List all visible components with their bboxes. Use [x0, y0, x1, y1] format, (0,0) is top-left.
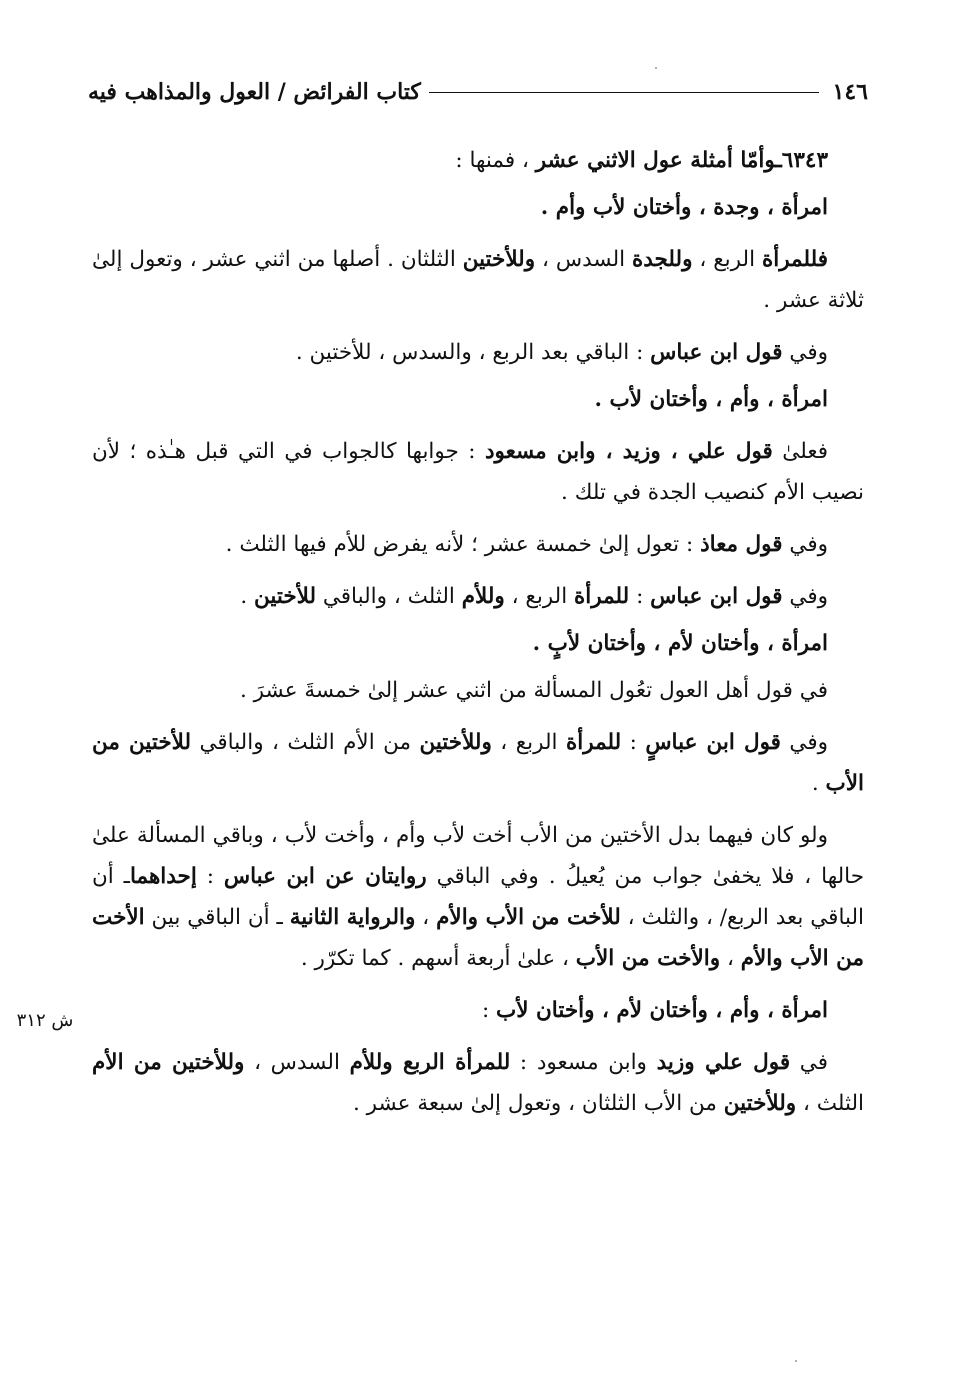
bold-span: وللجدة	[632, 247, 693, 272]
bold-span: وأمّا أمثلة عول الاثني عشر	[535, 148, 776, 173]
header-rule	[429, 92, 819, 93]
paragraph-12	[92, 815, 864, 979]
text-span: من الأم الثلث ، والباقي	[191, 730, 420, 755]
paragraph-6	[92, 431, 864, 513]
text-span: في قول أهل العول تعُول المسألة من اثني عشر إلىٰ خمسةَ عشرَ .	[240, 678, 828, 703]
text-span: ، فمنها :	[455, 148, 536, 173]
bold-span: للمرأة الربع وللأم	[349, 1050, 511, 1075]
text-span: ،	[720, 946, 741, 971]
paragraph-3	[92, 239, 864, 321]
page-header	[88, 72, 868, 112]
text-span: وفي	[782, 584, 828, 609]
text-span: في	[790, 1050, 828, 1075]
text-span: وفي	[780, 730, 828, 755]
text-span: :	[621, 730, 646, 755]
text-span: ولو كان فيهما بدل الأختين من الأب أخت لأب وأم ، وأخت لأب ، وباقي المسألة علىٰ حالها ، فلا يخفىٰ جواب من يُعيلُ . وفي الباقي	[92, 823, 864, 889]
paragraph-13	[92, 990, 864, 1031]
paragraph-2	[92, 187, 864, 228]
text-span: الثلث ، والباقي	[316, 584, 462, 609]
paragraph-4	[92, 332, 864, 373]
body-text	[92, 140, 864, 1135]
bold-span: للأخت من الأب والأم	[436, 905, 621, 930]
text-span: الربع ،	[692, 247, 762, 272]
bold-span: قول معاذ	[700, 532, 783, 557]
text-span: : الباقي بعد الربع ، والسدس ، للأختين .	[295, 340, 651, 365]
bold-span: والأخت من الأب	[575, 946, 721, 971]
bold-span: امرأة ، وجدة ، وأختان لأب وأم .	[540, 195, 828, 220]
text-span: فعلىٰ	[772, 439, 828, 464]
text-span: .	[811, 771, 826, 796]
bold-span: وللأم	[461, 584, 505, 609]
text-span: ،	[415, 905, 437, 930]
text-span: ، علىٰ أربعة أسهم . كما تكرّر .	[300, 946, 576, 971]
text-span: الربع ،	[491, 730, 566, 755]
text-span: :	[629, 584, 651, 609]
text-span: الربع ،	[504, 584, 575, 609]
bold-span: فللمرأة	[761, 247, 828, 272]
text-span: السدس ،	[535, 247, 632, 272]
text-span: الثلثان . أصلها من اثني عشر ، وتعول إلىٰ ثلاثة عشر .	[92, 247, 864, 313]
text-span: ـ أن الباقي بعد الربع/ ، والثلث ،	[92, 864, 865, 930]
entry-number: ٦٣٤٣ـ	[775, 148, 828, 173]
bold-span: والرواية الثانية	[289, 905, 416, 930]
page-number: ١٤٦	[832, 79, 868, 105]
bold-span: للأختين	[254, 584, 317, 609]
text-span: : جوابها كالجواب في التي قبل هـٰذه ؛ لأن نصيب الأم كنصيب الجدة في تلك .	[92, 439, 864, 505]
paragraph-14	[92, 1042, 864, 1124]
margin-note: ش ٣١٢	[16, 1010, 74, 1031]
bold-span: وللأختين	[462, 247, 536, 272]
bold-span: للأختين من الأب	[92, 730, 864, 796]
bold-span: وللأختين من الأم	[92, 1050, 245, 1075]
paragraph-8	[92, 576, 864, 617]
text-span: ـ أن الباقي بين	[144, 905, 290, 930]
paragraph-10	[92, 670, 864, 711]
bold-span: إحداهما	[129, 864, 197, 889]
bold-span: قول علي ، وزيد ، وابن مسعود	[484, 439, 773, 464]
bold-span: للمرأة	[574, 584, 630, 609]
bold-span: امرأة ، وأختان لأم ، وأختان لأبٍ .	[532, 631, 828, 656]
text-span: .	[240, 584, 254, 609]
scan-speck	[655, 67, 657, 69]
text-span: : تعول إلىٰ خمسة عشر ؛ لأنه يفرض للأم فيها الثلث .	[225, 532, 701, 557]
bold-span: قول علي وزيد	[656, 1050, 791, 1075]
bold-span: قول ابن عباس	[650, 340, 783, 365]
text-span: :	[196, 864, 224, 889]
bold-span: امرأة ، وأم ، وأختان لأم ، وأختان لأب	[496, 998, 828, 1023]
bold-span: امرأة ، وأم ، وأختان لأب .	[594, 387, 828, 412]
paragraph-11	[92, 722, 864, 804]
bold-span: روايتان عن ابن عباس	[223, 864, 427, 889]
paragraph-5	[92, 379, 864, 420]
text-span: وابن مسعود :	[510, 1050, 657, 1075]
text-span: :	[481, 998, 497, 1023]
bold-span: للمرأة	[565, 730, 622, 755]
bold-span: الأخت من الأب والأم	[92, 905, 864, 971]
text-span: الثلث ،	[796, 1091, 864, 1116]
bold-span: وللأختين	[723, 1091, 797, 1116]
bold-span: وللأختين	[419, 730, 492, 755]
running-title: كتاب الفرائض / العول والمذاهب فيه	[88, 79, 421, 105]
text-span: وفي	[782, 340, 828, 365]
bold-span: قول ابن عباس	[650, 584, 783, 609]
scan-speck	[795, 1360, 797, 1362]
text-span: السدس ،	[244, 1050, 350, 1075]
paragraph-7	[92, 524, 864, 565]
paragraph-9	[92, 623, 864, 664]
bold-span: قول ابن عباسٍ	[645, 730, 781, 755]
paragraph-1	[92, 140, 864, 181]
text-span: من الأب الثلثان ، وتعول إلىٰ سبعة عشر .	[352, 1091, 724, 1116]
text-span: وفي	[782, 532, 828, 557]
